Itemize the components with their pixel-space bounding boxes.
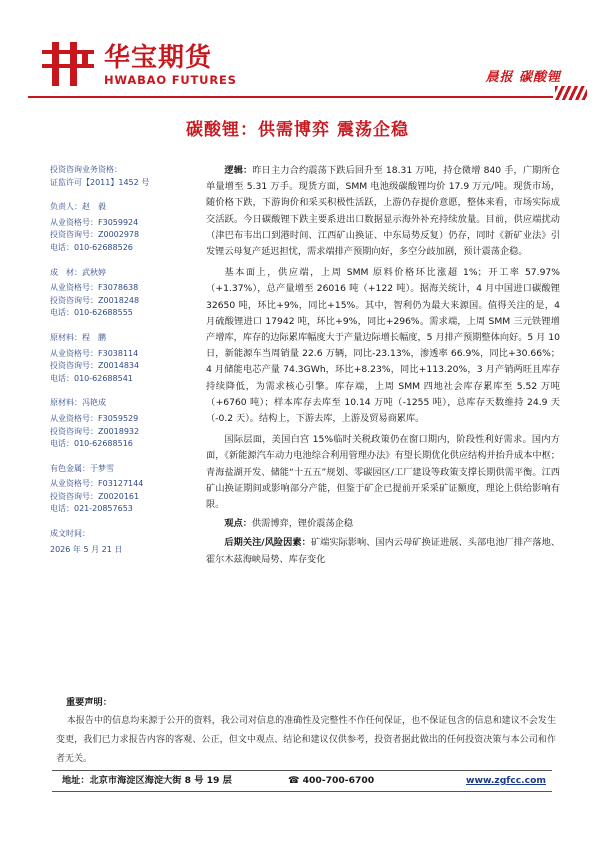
logo-english-name: HWABAO FUTURES — [104, 73, 237, 87]
logo-chinese-name: 华宝期货 — [104, 43, 213, 73]
qualification-label: 投资咨询业务资格： — [50, 165, 122, 174]
analyst-phone: 电话：021-20857653 — [50, 504, 133, 514]
analyst-phone: 电话：010-62688541 — [50, 373, 133, 383]
disclaimer-title: 重要声明： — [66, 697, 112, 708]
report-type-tag: 晨报 碳酸锂 — [485, 70, 561, 85]
report-date: 2026 年 5 月 21 日 — [50, 544, 123, 554]
analyst-license: 从业资格号：F3078638 — [50, 283, 139, 293]
report-date-label: 成文时间： — [50, 529, 90, 539]
follow-paragraph — [206, 535, 560, 567]
view-text: 供需博弈，锂价震荡企稳 — [251, 518, 354, 530]
analyst-consult-no: 投资咨询号：Z0002978 — [50, 230, 140, 240]
footer — [52, 773, 552, 789]
footer-divider-top — [52, 770, 552, 771]
fundamentals-paragraph: 基本面上，供应端，上周 SMM 原料价格环比涨超 1%；开工率 57.97%（+1.37%），总产量增至 26016 吨（+122 吨）。据海关统计，4 月中国进口碳酸锂 32650 吨，环比+9%，同比+15%。其中，智利仍为最大来源国。值得关注的是，4 月硫酸锂进口 17942 吨，环比+9%，同比+296%。需求端，上周 SMM 三元铁锂增产增库，库存的边际累库幅度大于产量边际增长幅度，5 月排产预期整体向好。5 月 10 日，新能源车当周销量 22.6 万辆，同比-23.13%，渗透率 66.9%，同比+30.66%；4 月储能电芯产量 74.3GWh，环比+8.23%，同比+113.20%，3 月产销两旺且库存持续降低，为需求核心引擎。库存端，上周 SMM 四地社会库存累库至 5.52 万吨（+6760 吨）；样本库存去库至 10.14 万吨（-1255 吨），总库存天数维持 24.9 天（-0.2 天）。结构上，下游去库，上游及贸易商累库。 — [206, 267, 560, 425]
analyst-consult-no: 投资咨询号：Z0018248 — [50, 295, 140, 305]
disclaimer-text: 本报告中的信息均来源于公开的资料，我公司对信息的准确性及完整性不作任何保证，也不保证包含的信息和建议不会发生变更，我们已力求报告内容的客观、公正，但文中观点、结论和建议仅供参考，投资者据此做出的任何投资决策与本公司和作者无关。 — [56, 716, 556, 764]
international-paragraph: 国际层面，美国白宫 15%临时关税政策仍在窗口期内，阶段性利好需求。国内方面，《新能源汽车动力电池综合利用管理办法》有望长期优化供应结构并抬升成本中枢；青海盐湖开发、储能“十五五”规划、零碳园区/工厂建设等政策支撑长期供需平衡。江西矿山换证期间或影响部分产能，但鉴于矿企已提前开采采矿证额度，理论上供给影响有限。 — [206, 434, 560, 511]
footer-divider-bottom — [52, 791, 552, 792]
analyst-role: 负责人：赵 毅 — [50, 202, 106, 212]
view-paragraph — [206, 516, 560, 532]
analyst-license: 从业资格号：F3059529 — [50, 413, 139, 423]
analyst-license: 从业资格号：F3059924 — [50, 217, 139, 227]
analyst-role: 原材料：程 鹏 — [50, 332, 106, 342]
analyst-consult-no: 投资咨询号：Z0018932 — [50, 426, 140, 436]
qualification-license: 证监许可【2011】1452 号 — [50, 177, 150, 187]
analyst-role: 成 材：武秋婷 — [50, 267, 106, 277]
report-body — [206, 163, 560, 573]
analyst-phone: 电话：010-62688555 — [50, 308, 133, 318]
follow-label: 后期关注/风险因素： — [224, 537, 311, 549]
follow-text: 矿端实际影响、国内云母矿换证进展、头部电池厂排产落地、霍尔木兹海峡局势、库存变化 — [206, 537, 561, 565]
analyst-role: 有色金属：于梦雪 — [50, 463, 114, 473]
analyst-license: 从业资格号：F03127144 — [50, 479, 144, 489]
analyst-consult-no: 投资咨询号：Z0014834 — [50, 361, 140, 371]
analyst-sidebar — [50, 164, 200, 556]
footer-address: 地址：北京市海淀区海淀大街 8 号 19 层 — [62, 775, 232, 786]
header-divider — [28, 96, 553, 98]
header-stripes-decoration — [555, 86, 587, 100]
analyst-role: 原材料：冯艳成 — [50, 398, 106, 408]
view-label: 观点： — [224, 518, 252, 530]
footer-website-link[interactable]: www.zgfcc.com — [466, 775, 546, 786]
logic-label: 逻辑： — [224, 165, 253, 176]
page-title: 碳酸锂：供需博弈 震荡企稳 — [186, 120, 409, 140]
analyst-license: 从业资格号：F3038114 — [50, 348, 139, 358]
analyst-phone: 电话：010-62688516 — [50, 439, 133, 449]
company-logo-icon — [40, 40, 96, 88]
footer-phone: ☎ 400-700-6700 — [288, 775, 375, 786]
analyst-consult-no: 投资咨询号：Z0020161 — [50, 491, 140, 501]
logic-paragraph — [206, 163, 560, 260]
analyst-phone: 电话：010-62688526 — [50, 242, 133, 252]
logic-text: 昨日主力合约震荡下跌后回升至 18.31 万吨，持仓微增 840 手，广期所仓单量增至 5.31 万手。现货方面，SMM 电池级碳酸锂均价 17.9 万元/吨。现货市场，随价格下跌，下游询价和采买积极性活跃，上游仍存提价意愿，整体来看，市场实际成交活跃。今日碳酸锂下跌主要系进出口数据显示海外补充持续放量。目前，供应端扰动（津巴布韦出口到港时间、江西矿山换证、中东局势反复）仍存，同时《新矿业法》引发锂云母复产延迟担忧，需求端排产预期向好，多空分歧加剧，预计震荡企稳。 — [206, 165, 560, 258]
